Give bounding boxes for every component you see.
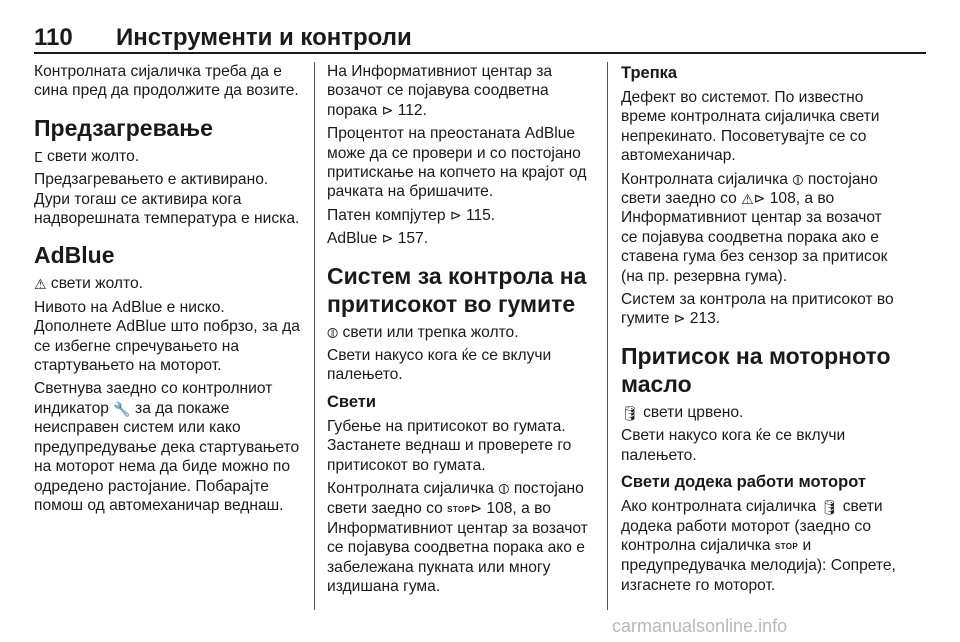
page-ref-link[interactable]: 108, а во Информативниот центар за возачот се појавува соодветна порака ако е ставена гума без сензор за притисок (на пр. резервна гума). — [621, 190, 888, 285]
page-ref-link[interactable]: 115. — [461, 206, 496, 224]
oil-heading: Притисок на моторното масло — [621, 342, 891, 397]
lit-pressure-loss: Губење на притисокот во гумата. Застанете веднаш и проверете го притисокот во гумата. — [327, 417, 572, 474]
page-title: Инструменти и контроли — [116, 24, 412, 51]
oil-can-icon: 🛢 — [820, 499, 839, 516]
column-divider — [314, 62, 315, 610]
tpms-ignition: Свети накусо кога ќе се вклучи палењето. — [327, 347, 552, 384]
page-ref-arrow-icon: ⊳ — [673, 310, 686, 327]
page-number: 110 — [34, 24, 73, 51]
preheat-description: Предзагревањето е активирано. Дури тогаш се активира кога надворешната температура е ниска. — [34, 171, 300, 228]
page-ref-link[interactable]: 157. — [393, 230, 429, 248]
adblue-description: Нивото на AdBlue е ниско. Дополнете AdBlue што побрзо, за да се избегне спречувањето на стартувањето на моторот. — [34, 298, 300, 375]
adblue-status: ⚠ свети жолто. — [34, 275, 143, 293]
intro-paragraph: Контролната сијаличка треба да е сина пред да продолжите да возите. — [34, 63, 299, 100]
oil-can-icon: 🛢 — [621, 404, 639, 421]
trip-computer-ref: Патен компјутер ⊳ 115. — [327, 206, 496, 224]
column-3 — [621, 62, 897, 599]
column-2 — [327, 62, 597, 601]
tpms-ref: Систем за контрола на притисокот во гумите ⊳ 213. — [621, 291, 894, 328]
stop-icon: STOP — [774, 541, 799, 551]
wrench-icon: 🔧 — [113, 400, 131, 417]
lit-heading: Свети — [327, 392, 377, 411]
tyre-pressure-icon: ⦷ — [327, 324, 339, 341]
adblue-message: На Информативниот центар за возачот се појавува соодветна порака ⊳ 112. — [327, 63, 553, 119]
flash-heading: Трепка — [621, 64, 678, 82]
running-instruction: Ако контролната сијаличка 🛢 свети додека работи моторот (заедно со контролна сијаличка STOP и предупредувачка мелодија): Сопрете, изгаснете го моторот. — [621, 498, 896, 594]
page-ref-link[interactable]: 108, а во Информативниот центар за возачот се појавува соодветна порака ако е забележана пукната или многу издишана гума. — [327, 499, 588, 596]
adblue-percent: Процентот на преостаната AdBlue може да се провери и со постојано притискање на копчето на крајот од рачката на бришачите. — [327, 125, 587, 201]
header-rule — [34, 52, 926, 54]
adblue-malfunction: Светнува заедно со контролниот индикатор 🔧 за да покаже неисправен систем или како предупредување дека стартувањето на моторот нема да биде можно по одредено растојание. Побарајте помош од автомеханичар веднаш. — [34, 380, 300, 514]
page-ref-arrow-icon: ⊳ — [470, 499, 483, 516]
lit-with-stop: Контролната сијаличка ⦷ постојано свети заедно со STOP⊳ 108, а во Информативниот центар за возачот се појавува соодветна порака ако е забележана пукната или многу издишана гума. — [327, 480, 588, 596]
stop-icon: STOP — [447, 504, 471, 514]
watermark: carmanualsonline.info — [612, 616, 788, 636]
running-heading: Свети додека работи моторот — [621, 473, 866, 492]
preheat-coil-icon: ⵎ — [34, 148, 43, 165]
preheat-status: ⵎ свети жолто. — [34, 147, 140, 165]
page-ref-link[interactable]: 112. — [393, 101, 427, 119]
tpms-status: ⦷ свети или трепка жолто. — [327, 323, 519, 341]
oil-status: 🛢 свети црвено. — [621, 403, 744, 421]
column-1 — [34, 62, 302, 519]
tyre-pressure-icon: ⦷ — [498, 481, 510, 498]
tpms-heading: Систем за контрола на притисокот во гумите — [327, 262, 587, 317]
page-ref-arrow-icon: ⊳ — [381, 101, 394, 118]
page-ref-link[interactable]: 213. — [685, 310, 721, 328]
page-ref-arrow-icon: ⊳ — [753, 190, 766, 207]
adblue-heading: AdBlue — [34, 242, 115, 269]
page-ref-arrow-icon: ⊳ — [381, 230, 394, 247]
tyre-pressure-icon: ⦷ — [792, 171, 804, 188]
adblue-ref: AdBlue ⊳ 157. — [327, 230, 429, 248]
adblue-warning-icon: ⚠ — [34, 276, 47, 293]
page-ref-arrow-icon: ⊳ — [449, 206, 462, 223]
vehicle-warning-icon: ⚠ — [741, 191, 754, 208]
flash-spare-tyre: Контролната сијаличка ⦷ постојано свети заедно со ⚠⊳ 108, а во Информативниот центар за возачот се појавува соодветна порака ако е ставена гума без сензор за притисок (на пр. резервна гума). — [621, 170, 888, 285]
preheat-heading: Предзагревање — [34, 114, 213, 141]
page-header — [34, 24, 926, 54]
column-divider — [607, 62, 608, 610]
flash-fault: Дефект во системот. По известно време контролната сијаличка свети непрекинато. Посоветувајте се со автомеханичар. — [621, 89, 880, 165]
oil-ignition: Свети накусо кога ќе се вклучи палењето. — [621, 427, 846, 464]
